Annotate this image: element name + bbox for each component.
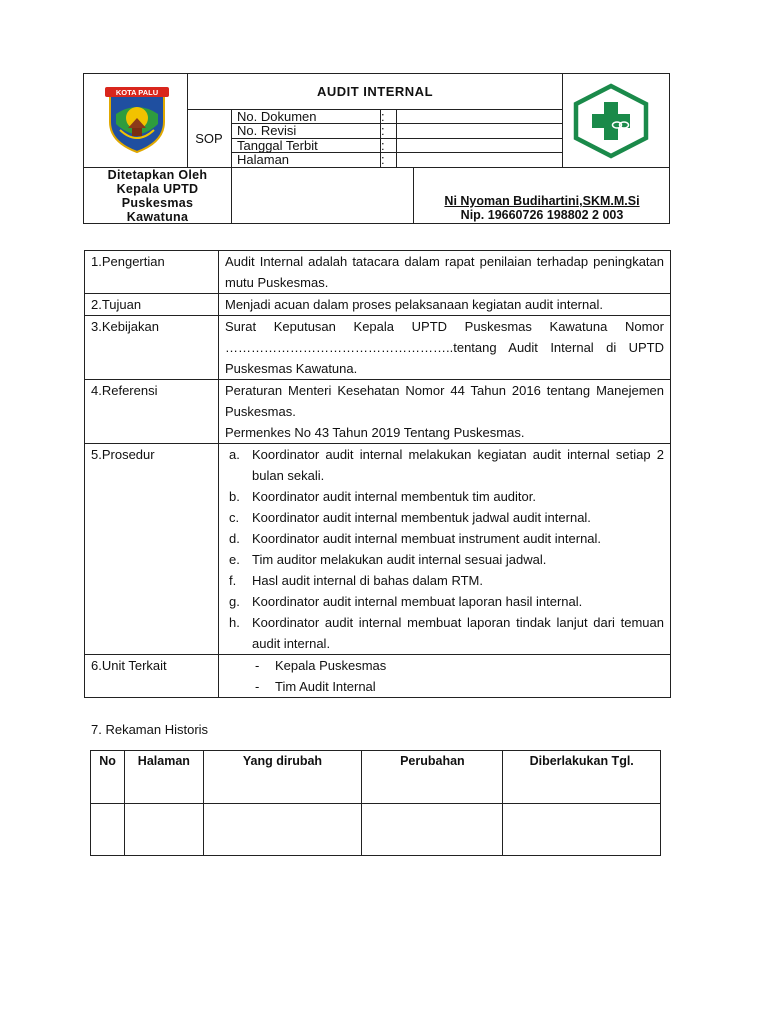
kota-palu-crest-icon [102,84,172,154]
section-row [85,251,671,294]
procedure-item [225,528,664,549]
history-column-header: Diberlakukan Tgl. [503,751,661,804]
item-text: Koordinator audit internal melakukan kegiatan audit internal setiap 2 bulan sekali. [252,447,664,483]
meta-row-tanggal-terbit [231,139,563,153]
section-row [85,444,671,655]
sop-header [83,73,670,224]
related-unit-item [225,676,664,697]
meta-label: Halaman [237,152,290,167]
signer-name: Ni Nyoman Budihartini,SKM.M.Si [444,194,640,208]
signed-by-block [84,168,231,224]
history-cell [91,804,125,856]
section-text: Audit Internal adalah tatacara dalam rapat penilaian terhadap peningkatan mutu Puskesmas. [219,251,671,294]
signer-nip: Nip. 19660726 198802 2 003 [460,208,624,222]
item-marker: - [255,658,260,673]
history-header-row [91,751,661,804]
item-marker: b. [229,489,240,504]
crest-banner-text: KOTA PALU [115,88,159,97]
section-label: 1.Pengertian [85,251,219,294]
section-label: 3.Kebijakan [85,316,219,380]
history-column-header: Yang dirubah [203,751,362,804]
meta-sep: : [381,123,385,138]
item-text: Kepala Puskesmas [275,658,387,673]
meta-row-no-revisi [231,124,563,138]
reference-line: Peraturan Menteri Kesehatan Nomor 44 Tahun 2016 tentang Manejemen Puskesmas. [225,383,664,419]
history-cell [125,804,203,856]
history-row [91,804,661,856]
item-text: Koordinator audit internal membuat laporan tindak lanjut dari temuan audit internal. [252,615,664,651]
item-text: Koordinator audit internal membuat instrument audit internal. [252,531,602,546]
section-row [85,655,671,698]
history-table [90,750,661,856]
procedure-item [225,612,664,654]
meta-sep: : [381,138,385,153]
item-text: Koordinator audit internal membentuk tim auditor. [252,489,536,504]
history-title: 7. Rekaman Historis [91,722,209,737]
procedure-item [225,486,664,507]
item-marker: c. [229,510,240,525]
meta-row-halaman [231,153,563,167]
history-cell [362,804,503,856]
item-marker: f. [229,573,237,588]
section-label: 6.Unit Terkait [85,655,219,698]
reference-line: Permenkes No 43 Tahun 2019 Tentang Puskesmas. [225,425,525,440]
meta-label: Tanggal Terbit [237,138,318,153]
procedure-item [225,591,664,612]
procedure-item [225,507,664,528]
section-label: 5.Prosedur [85,444,219,655]
item-marker: g. [229,594,240,609]
history-column-header: No [91,751,125,804]
section-label: 2.Tujuan [85,294,219,316]
document-title: AUDIT INTERNAL [316,84,434,99]
meta-row-no-dokumen [231,110,563,124]
history-column-header: Perubahan [362,751,503,804]
section-row [85,294,671,316]
item-text: Tim auditor melakukan audit internal sesuai jadwal. [252,552,547,567]
item-text: Tim Audit Internal [275,679,376,694]
section-text [219,380,671,444]
history-cell [203,804,362,856]
procedure-item [225,570,664,591]
procedure-list [219,444,671,655]
item-marker: e. [229,552,240,567]
meta-sep: : [381,109,385,124]
section-label: 4.Referensi [85,380,219,444]
item-marker: d. [229,531,240,546]
related-units-list [219,655,671,698]
related-unit-item [225,655,664,676]
signer-block [414,194,670,222]
sop-label: SOP [195,130,223,146]
sop-content-table [84,250,671,698]
meta-sep: : [381,152,385,167]
procedure-item [225,444,664,486]
procedure-item [225,549,664,570]
section-text: Menjadi acuan dalam proses pelaksanaan kegiatan audit internal. [219,294,671,316]
signed-by-line: Kawatuna [126,210,189,224]
item-marker: a. [229,447,240,462]
meta-label: No. Revisi [237,123,297,138]
item-text: Koordinator audit internal membuat laporan hasil internal. [252,594,583,609]
history-cell [503,804,661,856]
section-row [85,316,671,380]
signed-by-line: Kepala UPTD [116,182,199,196]
meta-label: No. Dokumen [237,109,317,124]
signed-by-line: Puskesmas [121,196,194,210]
item-text: Koordinator audit internal membentuk jadwal audit internal. [252,510,591,525]
history-column-header: Halaman [125,751,203,804]
item-marker: h. [229,615,240,630]
signed-by-line: Ditetapkan Oleh [107,168,208,182]
section-row [85,380,671,444]
item-marker: - [255,679,260,694]
puskesmas-green-cross-icon [568,80,654,160]
section-text: Surat Keputusan Kepala UPTD Puskesmas Kawatuna Nomor ……………………………………………..tentang Audit Internal di UPTD Puskesmas Kawatuna. [219,316,671,380]
item-text: Hasl audit internal di bahas dalam RTM. [252,573,483,588]
